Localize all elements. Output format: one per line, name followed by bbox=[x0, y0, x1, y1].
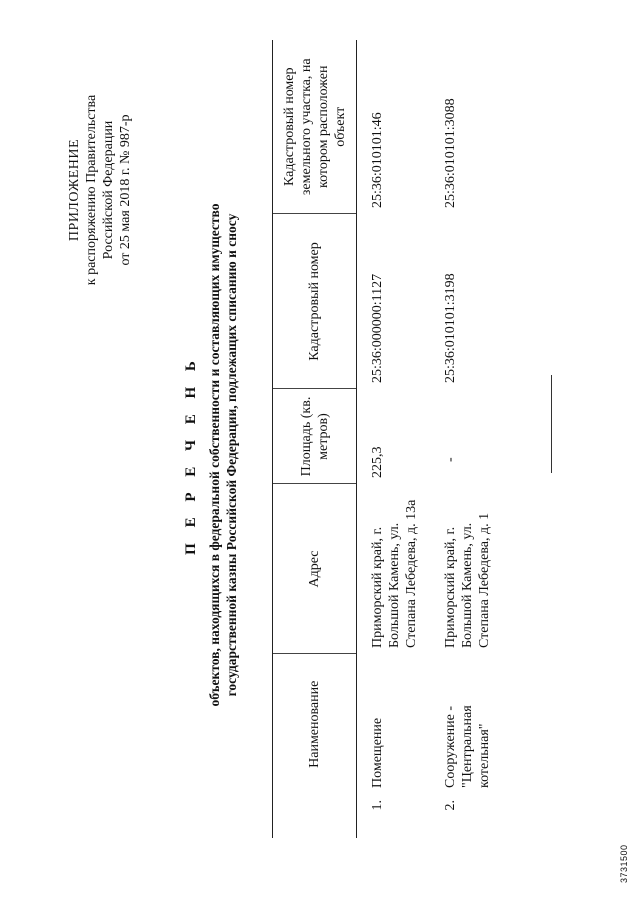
column-header-address: Адрес bbox=[273, 484, 357, 654]
document-code: 3731500 bbox=[619, 844, 629, 883]
row-address: Приморский край, г. Большой Камень, ул. Степана Лебедева, д. 13а bbox=[370, 499, 419, 648]
appendix-line-3: от 25 мая 2018 г. № 987-р bbox=[118, 114, 133, 266]
row-area: - bbox=[443, 457, 458, 462]
objects-table bbox=[272, 40, 503, 838]
row-name: Сооружение - "Центральная котельная" bbox=[443, 705, 492, 788]
appendix-line-1: к распоряжению Правительства bbox=[84, 94, 99, 286]
row-land-cadastral: 25:36:010101:3088 bbox=[443, 98, 458, 208]
document-title: П Е Р Е Ч Е Н Ь bbox=[183, 355, 199, 555]
row-cadastral: 25:36:000000:1127 bbox=[370, 273, 385, 383]
row-land-cadastral: 25:36:010101:46 bbox=[370, 112, 385, 208]
row-number: 2. bbox=[443, 800, 458, 811]
row-cadastral: 25:36:010101:3198 bbox=[443, 273, 458, 383]
table-row bbox=[430, 40, 503, 838]
table-row bbox=[357, 40, 431, 838]
column-header-number bbox=[273, 794, 357, 838]
appendix-line-2: Российской Федерации bbox=[101, 120, 116, 260]
column-header-cadastral: Кадастровый номер bbox=[273, 214, 357, 389]
column-header-area: Площадь (кв. метров) bbox=[273, 389, 357, 484]
column-header-name: Наименование bbox=[273, 654, 357, 794]
document-subtitle-line-1: объектов, находящихся в федеральной собственности и составляющих имущество bbox=[207, 203, 222, 707]
end-of-list-line bbox=[551, 375, 552, 473]
row-name: Помещение bbox=[370, 717, 385, 788]
appendix-block bbox=[66, 75, 134, 305]
document-subtitle-line-2: государственной казны Российской Федерации, подлежащих списанию и сносу bbox=[224, 213, 239, 697]
row-number: 1. bbox=[370, 800, 385, 811]
column-header-land-cadastral: Кадастровый номер земельного участка, на котором расположен объект bbox=[273, 40, 357, 214]
table-header-row bbox=[273, 40, 357, 838]
document-heading bbox=[180, 125, 240, 785]
row-area: 225,3 bbox=[370, 446, 385, 478]
row-address: Приморский край, г. Большой Камень, ул. Степана Лебедева, д. 1 bbox=[443, 512, 492, 648]
appendix-title: ПРИЛОЖЕНИЕ bbox=[67, 138, 82, 242]
